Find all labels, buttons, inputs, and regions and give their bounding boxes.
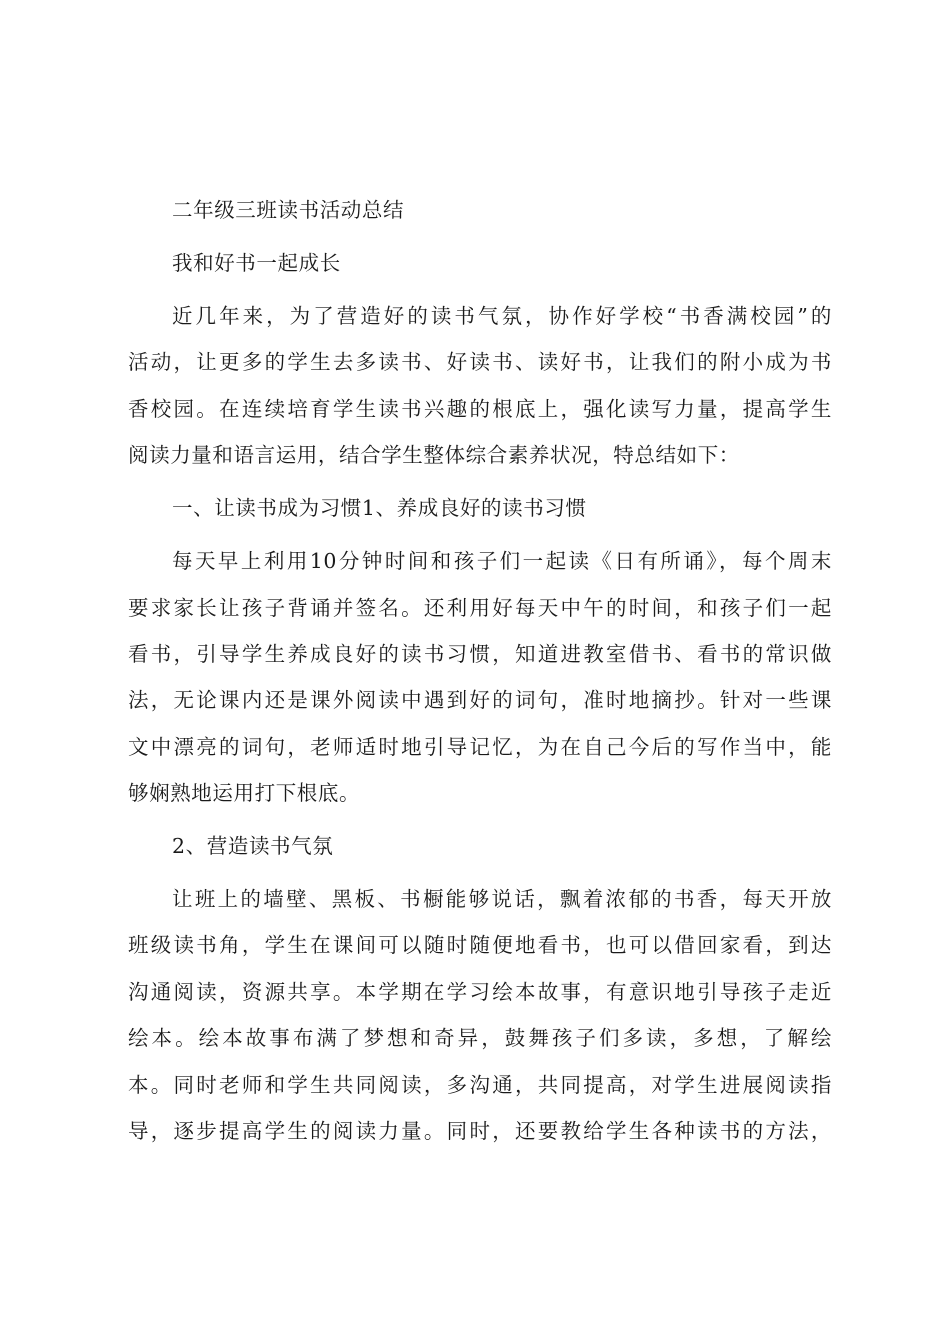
title-line: 二年级三班读书活动总结 (172, 198, 405, 222)
document-title (128, 187, 832, 233)
section-heading-2 (128, 823, 832, 869)
paragraph-atmosphere (128, 876, 832, 1154)
paragraph-line: 够娴熟地运用打下根底。 (128, 781, 361, 806)
paragraph-line: 班级读书角，学生在课间可以随时随便地看书，也可以借回家看，到达 (128, 933, 832, 958)
document-body (128, 187, 832, 1161)
paragraph-line: 导，逐步提高学生的阅读力量。同时，还要教给学生各种读书的方法， (128, 1118, 832, 1143)
paragraph-line: 每天早上利用10分钟时间和孩子们一起读《日有所诵》，每个周末 (172, 549, 832, 574)
section-heading-1 (128, 485, 832, 531)
paragraph-line: 阅读力量和语言运用，结合学生整体综合素养状况，特总结如下： (128, 443, 740, 468)
paragraph-habits (128, 538, 832, 816)
paragraph-line: 活动，让更多的学生去多读书、好读书、读好书，让我们的附小成为书 (128, 350, 832, 375)
subtitle-line: 我和好书一起成长 (172, 250, 341, 275)
paragraph-line: 要求家长让孩子背诵并签名。还利用好每天中午的时间，和孩子们一起 (128, 595, 832, 620)
section-heading-line: 2、营造读书气氛 (172, 834, 334, 859)
paragraph-line: 让班上的墙壁、黑板、书橱能够说话，飘着浓郁的书香，每天开放 (172, 887, 832, 912)
paragraph-intro (128, 293, 832, 479)
paragraph-line: 看书，引导学生养成良好的读书习惯，知道进教室借书、看书的常识做 (128, 641, 832, 666)
document-subtitle (128, 240, 832, 286)
paragraph-line: 沟通阅读，资源共享。本学期在学习绘本故事，有意识地引导孩子走近 (128, 979, 832, 1004)
paragraph-line: 近几年来，为了营造好的读书气氛，协作好学校“书香满校园”的 (172, 303, 832, 328)
paragraph-line: 本。同时老师和学生共同阅读，多沟通，共同提高，对学生进展阅读指 (128, 1072, 832, 1097)
paragraph-line: 文中漂亮的词句，老师适时地引导记忆，为在自己今后的写作当中，能 (128, 734, 832, 759)
paragraph-line: 绘本。绘本故事布满了梦想和奇异，鼓舞孩子们多读，多想，了解绘 (128, 1026, 832, 1051)
section-heading-line: 一、让读书成为习惯1、养成良好的读书习惯 (172, 496, 587, 521)
paragraph-line: 法，无论课内还是课外阅读中遇到好的词句，准时地摘抄。针对一些课 (128, 688, 832, 713)
paragraph-line: 香校园。在连续培育学生读书兴趣的根底上，强化读写力量，提高学生 (128, 396, 832, 421)
